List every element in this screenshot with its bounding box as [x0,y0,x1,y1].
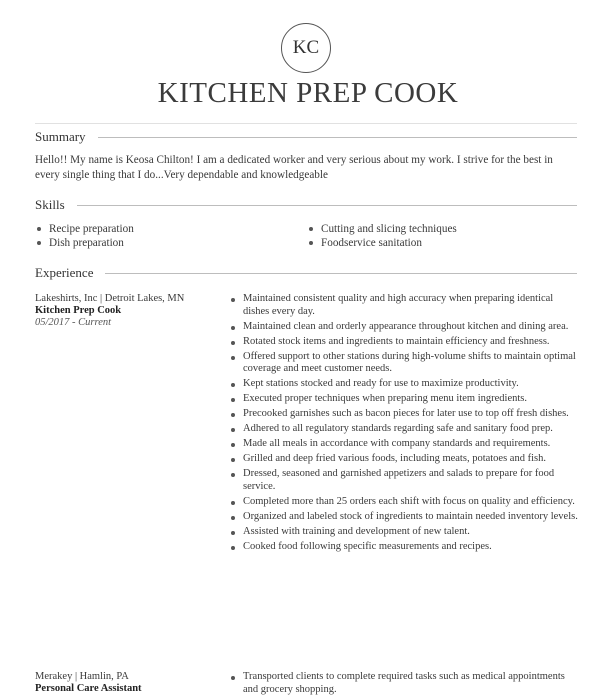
job-bullet: Maintained consistent quality and high accuracy when preparing identical dishes every day. [229,293,581,318]
job-bullet: Transported clients to complete required tasks such as medical appointments and grocery shopping. [229,671,581,696]
job-2-meta [35,671,142,695]
job-bullet: Executed proper techniques when preparing menu item ingredients. [229,393,581,406]
job-bullet: Kept stations stocked and ready for use to maximize productivity. [229,378,581,391]
summary-rule [98,137,577,138]
job-title: Kitchen Prep Cook [35,305,122,316]
job-bullet: Organized and labeled stock of ingredients to maintain needed inventory levels. [229,511,581,524]
skills-rule [77,205,577,206]
job-employer: Merakey | Hamlin, PA [35,671,129,682]
skill-item: Recipe preparation [35,222,134,236]
job-2-bullets [229,671,581,699]
job-1-meta [35,293,184,329]
skills-column-left [35,222,134,250]
experience-rule [105,273,577,274]
job-bullet: Precooked garnishes such as bacon pieces for later use to top off fresh dishes. [229,408,581,421]
resume-title: KITCHEN PREP COOK [157,77,459,109]
skills-column-right [307,222,457,250]
experience-heading [35,265,577,281]
job-bullet: Maintained clean and orderly appearance throughout kitchen and dining area. [229,321,581,334]
job-bullet: Cooked food following specific measurements and recipes. [229,541,581,554]
summary-heading [35,129,577,145]
job-bullet: Dressed, seasoned and garnished appetizers and salads to prepare for food service. [229,468,581,493]
job-bullet: Completed more than 25 orders each shift with focus on quality and efficiency. [229,496,581,509]
monogram-initials: KC [292,37,320,58]
job-bullet: Grilled and deep fried various foods, including meats, potatoes and fish. [229,453,581,466]
summary-heading-text: Summary [35,129,86,144]
skills-heading-text: Skills [35,197,65,212]
job-bullet: Assisted with training and development of new talent. [229,526,581,539]
skill-item: Foodservice sanitation [307,236,457,250]
monogram-circle [281,23,331,73]
job-bullet: Made all meals in accordance with company standards and requirements. [229,438,581,451]
summary-paragraph: Hello!! My name is Keosa Chilton! I am a dedicated worker and very serious about my work. I strive for the best in every single thing that I do...Very dependable and knowledgeable [35,154,553,181]
header-divider [35,123,577,124]
experience-heading-text: Experience [35,265,94,280]
skill-item: Dish preparation [35,236,134,250]
job-bullet: Offered support to other stations during high-volume shifts to maintain optimal coverage and meet customer needs. [229,351,581,376]
job-bullet: Rotated stock items and ingredients to maintain efficiency and freshness. [229,336,581,349]
job-title: Personal Care Assistant [35,683,142,694]
job-bullet: Adhered to all regulatory standards regarding safe and sanitary food prep. [229,423,581,436]
job-employer: Lakeshirts, Inc | Detroit Lakes, MN [35,293,185,304]
job-1-bullets [229,293,581,556]
job-dates: 05/2017 - Current [35,317,112,328]
skills-heading [35,197,577,213]
skill-item: Cutting and slicing techniques [307,222,457,236]
